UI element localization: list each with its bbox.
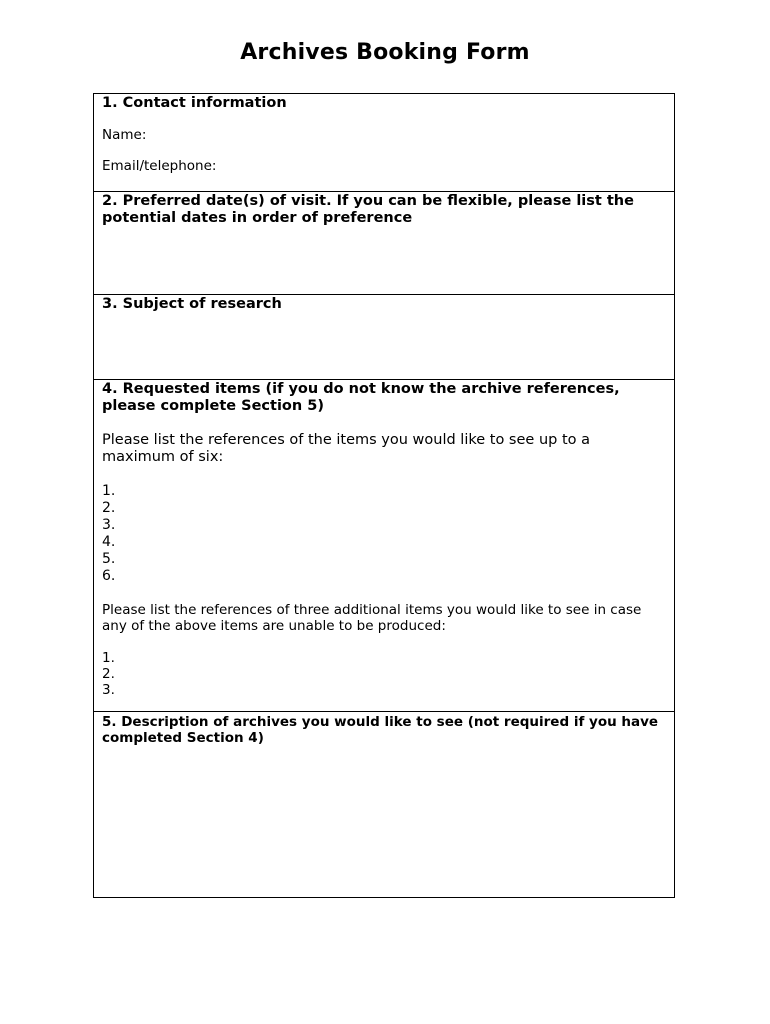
list-item[interactable]: 4. <box>102 534 116 550</box>
list-item[interactable]: 1. <box>102 650 115 666</box>
section-preferred-dates[interactable] <box>94 191 674 294</box>
name-field-label[interactable]: Name: <box>102 127 147 143</box>
additional-items-list <box>102 650 666 698</box>
list-item[interactable]: 1. <box>102 483 116 499</box>
section-dates-heading: 2. Preferred date(s) of visit. If you can be flexible, please list the potential dates in order of preference <box>102 193 634 226</box>
email-telephone-field-label[interactable]: Email/telephone: <box>102 158 217 174</box>
section-description[interactable] <box>94 711 674 897</box>
booking-form <box>93 93 675 898</box>
section-contact-heading: 1. Contact information <box>102 95 287 111</box>
page-title: Archives Booking Form <box>240 40 530 65</box>
list-item[interactable]: 2. <box>102 500 116 516</box>
items-instruction: Please list the references of the items you would like to see up to a maximum of six: <box>102 432 590 465</box>
primary-items-list <box>102 483 666 585</box>
section-description-heading: 5. Description of archives you would like to see (not required if you have completed Section 4) <box>102 714 659 746</box>
section-contact <box>94 95 674 191</box>
list-item[interactable]: 3. <box>102 517 116 533</box>
section-subject-heading: 3. Subject of research <box>102 296 282 312</box>
list-item[interactable]: 5. <box>102 551 116 567</box>
list-item[interactable]: 2. <box>102 666 115 682</box>
section-subject[interactable] <box>94 294 674 379</box>
additional-items-instruction: Please list the references of three additional items you would like to see in case any of the above items are unable to be produced: <box>102 602 642 634</box>
section-items-heading: 4. Requested items (if you do not know the archive references, please complete Section 5) <box>102 381 620 414</box>
section-requested-items <box>94 379 674 711</box>
list-item[interactable]: 6. <box>102 568 116 584</box>
list-item[interactable]: 3. <box>102 682 115 698</box>
